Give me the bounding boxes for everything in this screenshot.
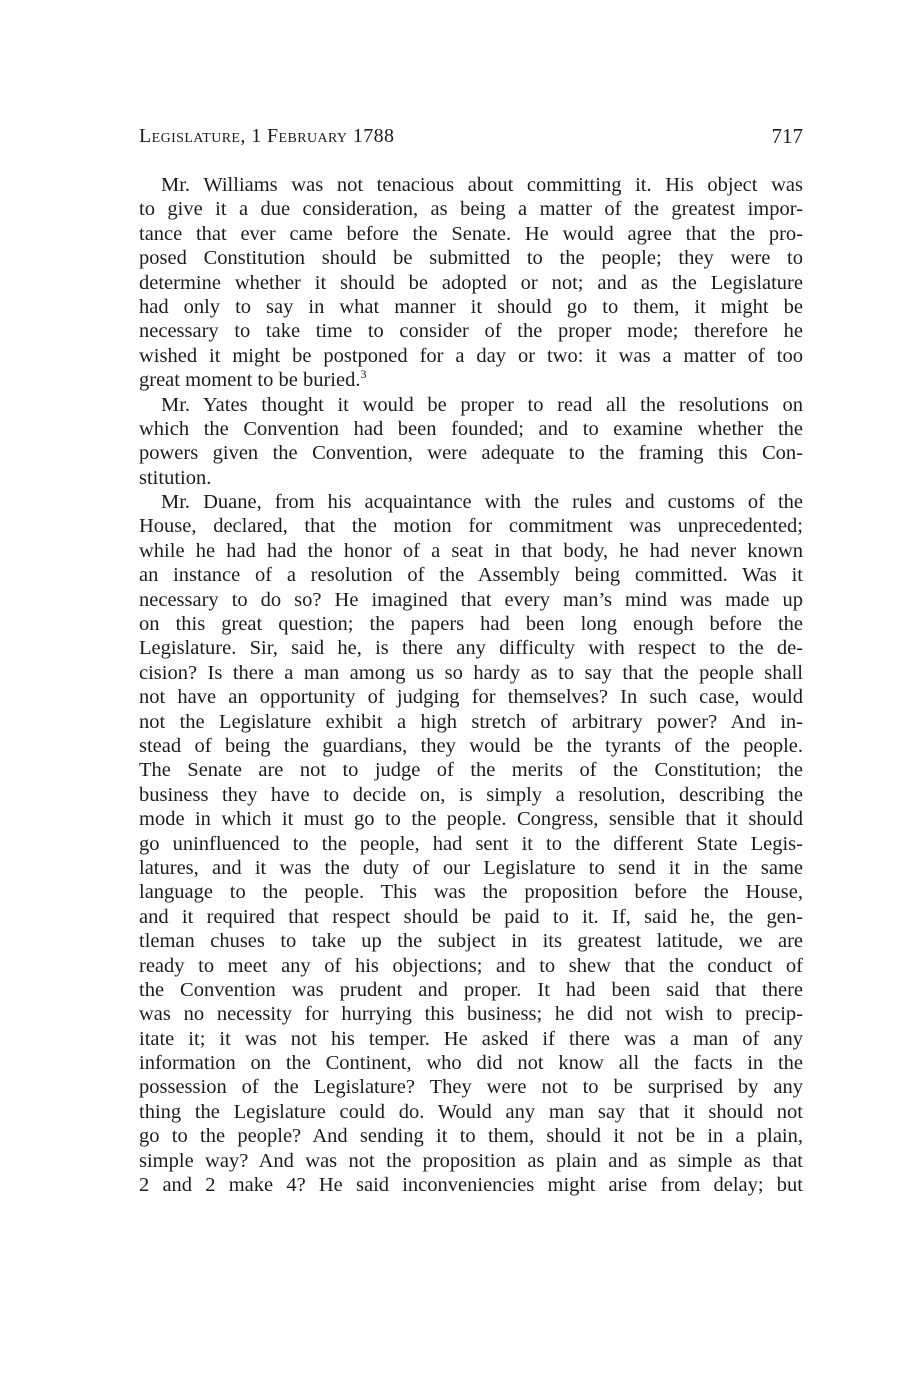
text-line: 2 and 2 make 4? He said inconveniencies might arise from delay; but xyxy=(139,1174,803,1197)
text-line: Mr. Duane, from his acquaintance with the rules and customs of the xyxy=(161,491,803,514)
text-line: an instance of a resolution of the Assembly being committed. Was it xyxy=(139,564,803,587)
text-line: stitution. xyxy=(139,466,212,489)
text-line: not the Legislature exhibit a high stretch of arbitrary power? And in- xyxy=(139,710,803,733)
text-line: thing the Legislature could do. Would any man say that it should not xyxy=(139,1100,803,1123)
paragraph-duane xyxy=(139,490,803,1197)
text-line: information on the Continent, who did not know all the facts in the xyxy=(139,1052,803,1075)
text-line: had only to say in what manner it should go to them, it might be xyxy=(139,295,803,318)
text-line: to give it a due consideration, as being a matter of the greatest impor- xyxy=(139,198,803,221)
text-line: language to the people. This was the proposition before the House, xyxy=(139,881,803,904)
text-line: business they have to decide on, is simply a resolution, describing the xyxy=(139,783,803,806)
text-line: which the Convention had been founded; and to examine whether the xyxy=(139,417,803,440)
text-line: House, declared, that the motion for commitment was unprecedented; xyxy=(139,515,803,538)
text-line: go uninfluenced to the people, had sent it to the different State Legis- xyxy=(139,832,803,855)
text-line: ready to meet any of his objections; and to shew that the conduct of xyxy=(139,954,803,977)
text-line: Mr. Williams was not tenacious about committing it. His object was xyxy=(161,174,803,196)
text-line: go to the people? And sending it to them, should it not be in a plain, xyxy=(139,1125,803,1148)
text-line-content: great moment to be buried. xyxy=(139,369,361,392)
text-line: stead of being the guardians, they would be the tyrants of the people. xyxy=(139,734,803,757)
text-line: simple way? And was not the proposition as plain and as simple as that xyxy=(139,1149,803,1172)
footnote-marker: 3 xyxy=(360,367,367,382)
paragraph-williams xyxy=(139,173,803,393)
text-line: Mr. Yates thought it would be proper to read all the resolutions on xyxy=(161,393,803,416)
text-line: determine whether it should be adopted or not; and as the Legislature xyxy=(139,271,803,294)
text-line: powers given the Convention, were adequate to the framing this Con- xyxy=(139,442,803,465)
text-line: wished it might be postponed for a day or two: it was a matter of too xyxy=(139,344,803,367)
text-line: Legislature. Sir, said he, is there any difficulty with respect to the de- xyxy=(139,637,803,660)
text-line: posed Constitution should be submitted to the people; they were to xyxy=(139,247,803,270)
text-line: latures, and it was the duty of our Legislature to send it in the same xyxy=(139,856,803,879)
text-line: was no necessity for hurrying this business; he did not wish to precip- xyxy=(139,1003,803,1026)
text-line: not have an opportunity of judging for themselves? In such case, would xyxy=(139,686,803,709)
text-line: itate it; it was not his temper. He asked if there was a man of any xyxy=(139,1027,803,1050)
running-head-title: Legislature, 1 February 1788 xyxy=(139,125,395,147)
text-line: on this great question; the papers had been long enough before the xyxy=(139,613,803,636)
paragraph-yates xyxy=(139,393,803,491)
text-line: The Senate are not to judge of the merits of the Constitution; the xyxy=(139,759,803,782)
text-line: the Convention was prudent and proper. It had been said that there xyxy=(139,978,803,1001)
text-line: tance that ever came before the Senate. He would agree that the pro- xyxy=(139,222,803,245)
text-line: tleman chuses to take up the subject in its greatest latitude, we are xyxy=(139,930,803,953)
text-line: necessary to do so? He imagined that every man’s mind was made up xyxy=(139,588,803,611)
running-head xyxy=(139,120,803,152)
body-text xyxy=(139,173,803,1197)
text-line: possession of the Legislature? They were not to be surprised by any xyxy=(139,1076,803,1099)
text-line: and it required that respect should be paid to it. If, said he, the gen- xyxy=(139,905,803,928)
text-line: while he had had the honor of a seat in that body, he had never known xyxy=(139,539,803,562)
text-line: necessary to take time to consider of the proper mode; therefore he xyxy=(139,320,803,343)
page-number: 717 xyxy=(771,124,803,148)
text-line: cision? Is there a man among us so hardy as to say that the people shall xyxy=(139,661,803,684)
text-line: mode in which it must go to the people. Congress, sensible that it should xyxy=(139,808,803,831)
text-line xyxy=(139,368,803,392)
